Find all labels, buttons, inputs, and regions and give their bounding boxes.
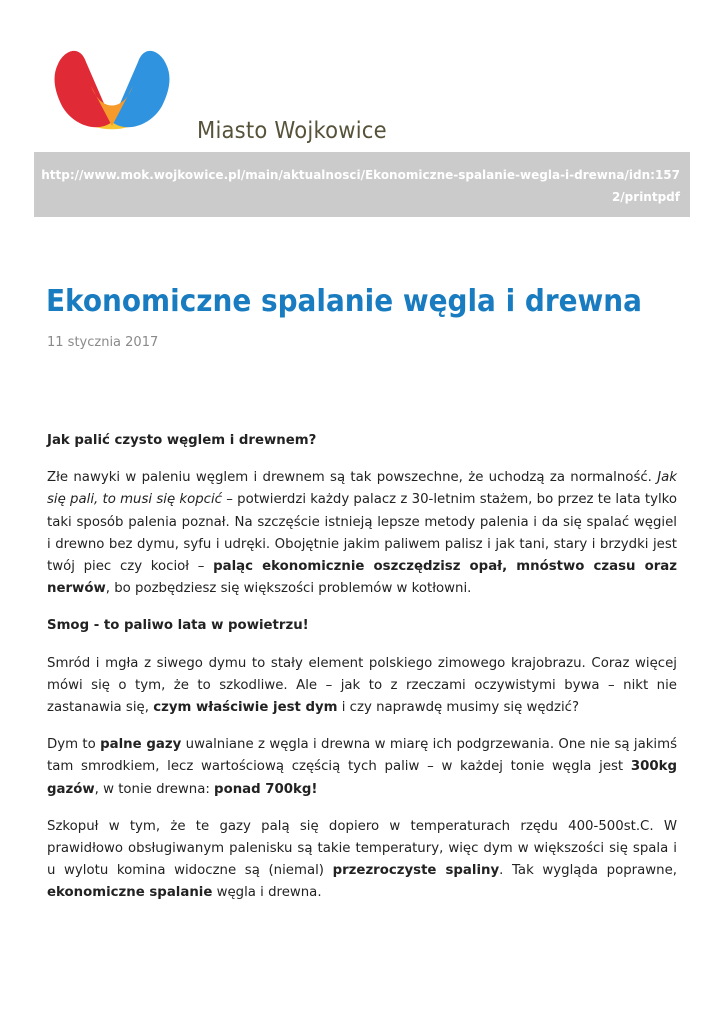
text-span: Złe nawyki w paleniu węglem i drewnem są tak powszechne, że uchodzą za normalność. — [47, 470, 658, 486]
emphasis-bold: 300kg gazów — [47, 759, 677, 797]
site-name: Miasto Wojkowice — [197, 118, 387, 144]
section-heading-smog: Smog - to paliwo lata w powietrzu! — [47, 618, 309, 634]
emphasis-bold: paląc ekonomicznie oszczędzisz opał, mnóstwo czasu oraz nerwów — [47, 559, 677, 597]
text-span: węgla i drewna. — [212, 885, 322, 901]
emphasis-bold: ekonomiczne spalanie — [47, 885, 213, 901]
emphasis-bold: czym właściwie jest dym — [153, 700, 338, 716]
url-bar — [34, 152, 690, 217]
text-span: Smród i mgła z siwego dymu to stały element polskiego zimowego krajobrazu. Coraz więcej mówi się o tym, że to szkodliwe. Ale – jak to z rzeczami oczywistymi bywa – nikt nie zastanawia się, — [47, 655, 677, 716]
emphasis-bold: palne gazy — [100, 737, 182, 753]
article-body — [47, 430, 677, 920]
text-span: . Tak wygląda poprawne, — [499, 863, 677, 879]
logo-right-blue-shape — [112, 51, 169, 127]
text-span: uwalniane z węgla i drewna w miarę ich podgrzewania. One nie są jakimś tam smrodkiem, lecz wartościową częścią tych paliw – w każdej tonie węgla jest — [47, 737, 677, 775]
article-title: Ekonomiczne spalanie węgla i drewna — [46, 284, 642, 319]
article-date: 11 stycznia 2017 — [47, 335, 159, 350]
paragraph-smog — [47, 653, 677, 720]
paragraph-smoke-gases — [47, 734, 677, 801]
city-logo — [46, 42, 178, 134]
text-span: – potwierdzi każdy palacz z 30-letnim stażem, bo przez te lata tylko taki sposób palenia poznał. Na szczęście istnieją lepsze metody palenia i da się spalać węgiel i drewno bez dymu, syfu i udręki. Obojętnie jakim paliwem palisz i jak tani, stary i brzydki jest twój piec czy kocioł – — [47, 492, 677, 575]
text-span: , w tonie drewna: — [94, 781, 215, 797]
paragraph-combustion-temperature — [47, 816, 677, 905]
logo-left-red-shape — [55, 51, 112, 127]
text-span: i czy naprawdę musimy się wędzić? — [337, 700, 580, 716]
text-span: , bo pozbędziesz się większości problemów w kotłowni. — [105, 581, 472, 597]
section-heading-clean-burning: Jak palić czysto węglem i drewnem? — [47, 433, 317, 448]
emphasis-bold: ponad 700kg! — [214, 781, 318, 797]
emphasis-bold: przezroczyste spaliny — [332, 863, 500, 879]
quote-italic: Jak się pali, to musi się kopcić — [47, 470, 677, 508]
paragraph-bad-habits — [47, 467, 677, 600]
url-link[interactable]: http://www.mok.wojkowice.pl/main/aktualnosci/Ekonomiczne-spalanie-wegla-i-drewna/idn:1572/printpdf — [41, 168, 680, 204]
text-span: Dym to — [47, 737, 101, 753]
text-span: Szkopuł w tym, że te gazy palą się dopiero w temperaturach rzędu 400-500st.C. W prawidłowo obsługiwanym palenisku są takie temperatury, więc dym w większości się spala i u wylotu komina widoczne są (niemal) — [47, 818, 677, 879]
